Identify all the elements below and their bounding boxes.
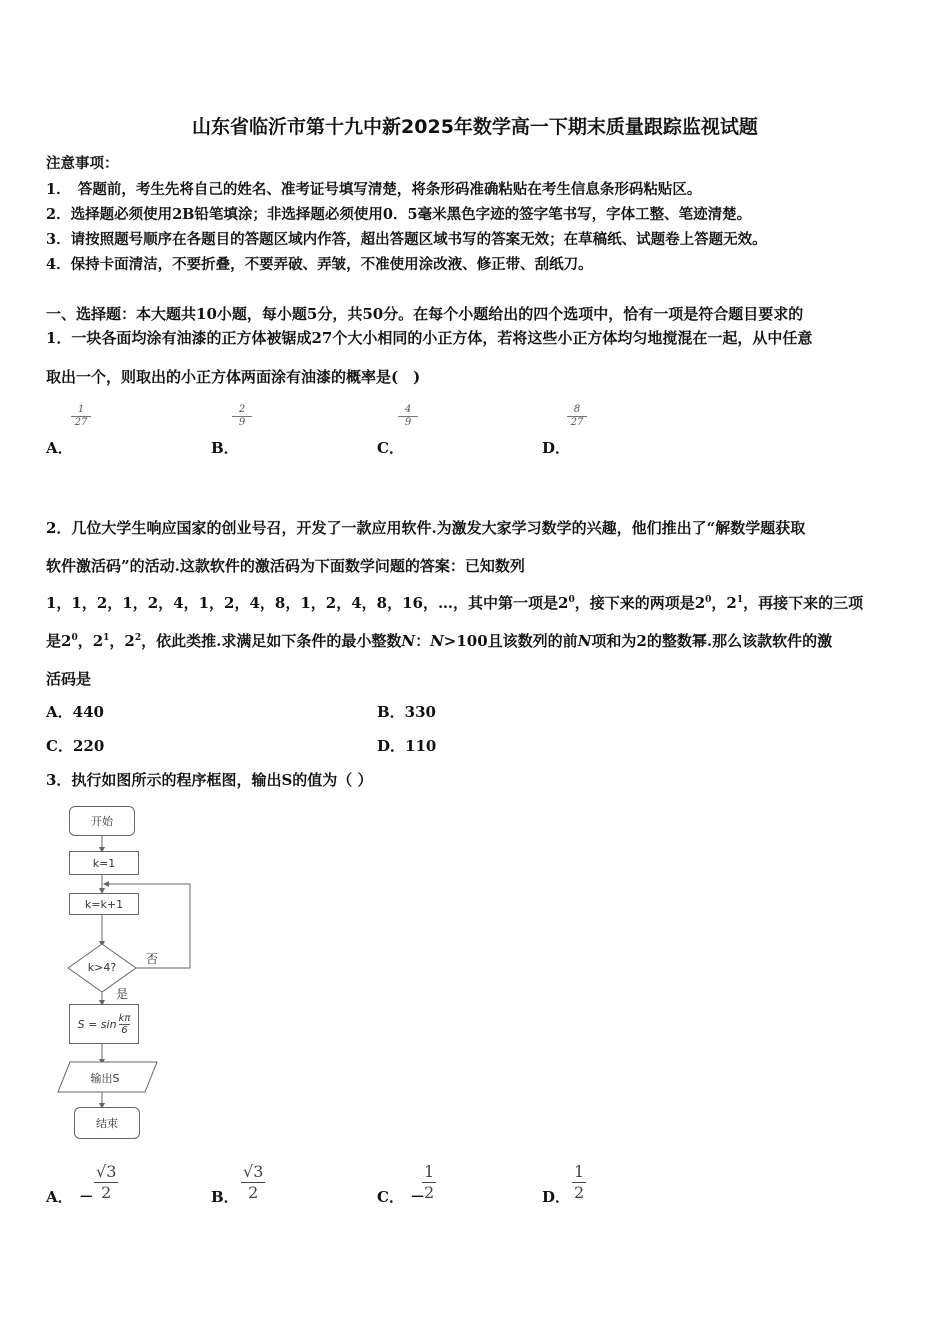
flow-update: k=k+1: [69, 893, 139, 915]
q1-option-d[interactable]: D．: [542, 439, 571, 457]
q3-text: 3．执行如图所示的程序框图，输出S的值为（ ）: [46, 771, 373, 789]
q2-text: 活码是: [46, 670, 92, 688]
q1-option-b-fraction: $\frac{2}{9}$: [232, 404, 252, 429]
q3-option-d-fraction: $\frac{1}{2}$: [574, 1162, 585, 1202]
q1-option-d-fraction: $\frac{8}{27}$: [567, 404, 587, 429]
q3-option-b-fraction: $\frac{√3}{2}$: [243, 1162, 264, 1202]
flow-output: 输出S: [90, 1072, 120, 1085]
q2-text: 是$2^0$，$2^1$，$2^2$，依此类推.求满足如下条件的最小整数N：N>100且该数列的前N项和为2的整数幂.那么该款软件的激: [46, 632, 833, 650]
notice-heading: 注意事项：: [46, 155, 119, 172]
notice-item: 3．请按照题号顺序在各题目的答题区域内作答，超出答题区域书写的答案无效；在草稿纸、试题卷上答题无效。: [46, 231, 767, 248]
section-heading: 一、选择题：本大题共10小题，每小题5分，共50分。在每个小题给出的四个选项中，恰有一项是符合题目要求的: [46, 305, 804, 323]
q1-text: 取出一个，则取出的小正方体两面涂有油漆的概率是( ): [46, 368, 421, 386]
q1-option-a-fraction: $\frac{1}{27}$: [71, 404, 91, 429]
q2-text: 2．几位大学生响应国家的创业号召，开发了一款应用软件.为激发大家学习数学的兴趣，他们推出了“解数学题获取: [46, 519, 806, 537]
flow-end: 结束: [74, 1107, 140, 1139]
flow-init: k=1: [69, 851, 139, 875]
q1-option-c-fraction: $\frac{4}{9}$: [398, 404, 418, 429]
q1-option-c[interactable]: C．: [377, 439, 404, 457]
q3-option-b[interactable]: B．: [211, 1188, 239, 1206]
q1-option-b[interactable]: B．: [211, 439, 239, 457]
q3-option-d[interactable]: D．: [542, 1188, 571, 1206]
q3-option-c[interactable]: C． −: [377, 1186, 426, 1207]
flow-condition: k>4?: [87, 961, 117, 974]
q1-option-a[interactable]: A．: [46, 439, 73, 457]
q3-option-c-fraction: $\frac{1}{2}$: [424, 1162, 435, 1202]
flow-start: 开始: [69, 806, 135, 836]
q2-option-b[interactable]: B．330: [377, 703, 436, 721]
q2-option-d[interactable]: D．110: [377, 737, 437, 755]
flow-assign: S = sin kπ 6: [69, 1004, 139, 1044]
q2-option-c[interactable]: C．220: [46, 737, 105, 755]
page-title: 山东省临沂市第十九中新2025年数学高一下期末质量跟踪监视试题: [192, 116, 758, 138]
q3-option-a[interactable]: A． −: [46, 1186, 94, 1207]
q2-option-a[interactable]: A．440: [46, 703, 104, 721]
notice-item: 2．选择题必须使用2B铅笔填涂；非选择题必须使用0．5毫米黑色字迹的签字笔书写，字体工整、笔迹清楚。: [46, 206, 752, 223]
q3-option-a-fraction: $\frac{√3}{2}$: [96, 1162, 117, 1202]
q1-text: 1．一块各面均涂有油漆的正方体被锯成27个大小相同的小正方体，若将这些小正方体均匀地搅混在一起，从中任意: [46, 329, 813, 347]
notice-item: 1． 答题前，考生先将自己的姓名、准考证号填写清楚，将条形码准确粘贴在考生信息条形码粘贴区。: [46, 181, 702, 198]
flow-no-label: 否: [146, 952, 159, 966]
flow-yes-label: 是: [116, 987, 129, 1001]
q2-text: 1，1，2，1，2，4，1，2，4，8，1，2，4，8，16，…，其中第一项是$2^0$，接下来的两项是$2^0$，$2^1$，再接下来的三项: [46, 594, 864, 612]
q2-text: 软件激活码”的活动.这款软件的激活码为下面数学问题的答案：已知数列: [46, 557, 525, 575]
notice-item: 4．保持卡面清洁，不要折叠，不要弄破、弄皱，不准使用涂改液、修正带、刮纸刀。: [46, 256, 593, 273]
